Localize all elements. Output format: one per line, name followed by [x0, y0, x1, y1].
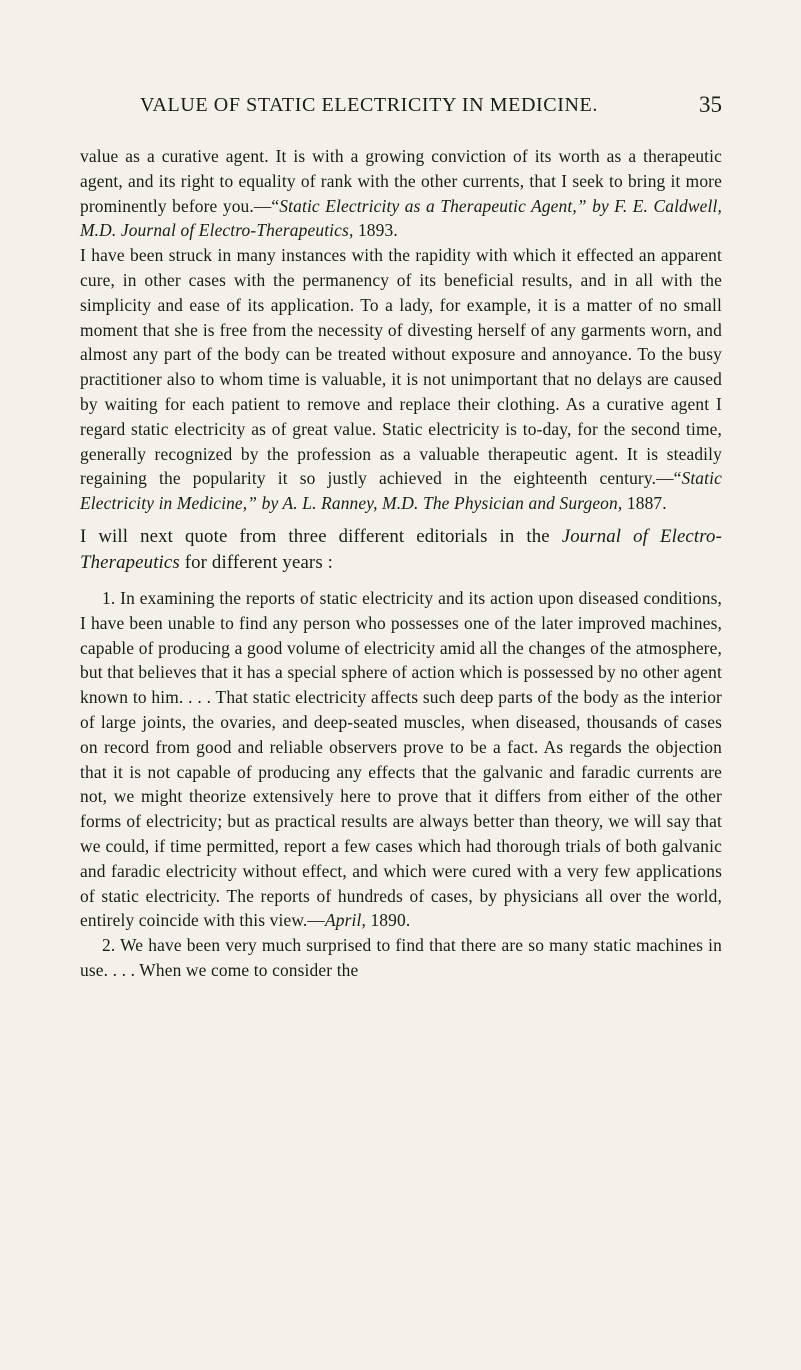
citation-caldwell: Static Electricity as a Therapeutic Agent,” by F. E. Caldwell, M.D. Journal of Electro-Therapeutics, [80, 195, 722, 241]
editorial-item-1 [80, 586, 722, 933]
running-head [80, 94, 722, 128]
book-page [80, 94, 722, 983]
paragraph-text: I have been struck in many instances with the rapidity with which it effected an apparent cure, in other cases with the permanency of its beneficial results, and in all with the simplicity and ease of its application. To a lady, for example, it is a matter of no small moment that she is free from the necessity of divesting herself of any garments worn, and almost any part of the body can be treated without exposure and annoyance. To the busy practitioner also to whom time is valuable, it is not unimportant that no delays are caused by waiting for each patient to remove and replace their clothing. As a curative agent I regard static electricity as of great value. Static electricity is to-day, for the second time, generally recognized by the profession as a valuable therapeutic agent. It is steadily regaining the popularity it so justly achieved in the eighteenth century.—“ [80, 245, 722, 489]
paragraph-ranney [80, 243, 722, 516]
editorial-item-2 [80, 933, 722, 983]
citation-year: 1887. [622, 493, 667, 514]
citation-year: 1893. [353, 220, 398, 241]
editorial-text: 1. In examining the reports of static electricity and its action upon diseased conditions, I have been unable to find any person who possesses one of the later improved machines, capable of producing a good volume of electricity amid all the changes of the atmosphere, but that believes that it has a special sphere of action which is possessed by no other agent known to him. . . . That static electricity affects such deep parts of the body as the interior of large joints, the ovaries, and deep-seated muscles, when diseased, thousands of cases on record from good and reliable observers prove to be a fact. As regards the objection that it is not capable of producing any effects that the galvanic and faradic currents are not, we might theorize extensively here to prove that it differs from either of the other forms of electricity; but as practical results are always better than theory, we will say that we could, if time permitted, report a few cases which had thorough trials of both galvanic and faradic electricity without effect, and which were cured with a very few applications of static electricity. The reports of hundreds of cases, by physicians all over the world, entirely coincide with this view.— [80, 587, 722, 931]
lead-end: for different years : [179, 551, 334, 573]
editorial-date: April, [324, 910, 366, 931]
editorial-text: 2. We have been very much surprised to find that there are so many static machines in use. . . . When we come to consider the [80, 935, 722, 980]
editorials-introduction [80, 524, 722, 576]
journal-title: Journal of Electro-Therapeutics [80, 525, 722, 573]
lead-text: I will next quote from three different editorials in the [80, 525, 562, 547]
paragraph-text: value as a curative agent. It is with a growing conviction of its worth as a therapeutic agent, and its right to equality of rank with the other currents, that I seek to bring it more prominently before you.—“ [80, 146, 722, 216]
editorial-year: 1890. [365, 910, 411, 931]
running-title: VALUE OF STATIC ELECTRICITY IN MEDICINE. [140, 94, 598, 116]
citation-ranney: Static Electricity in Medicine,” by A. L. Ranney, M.D. The Physician and Surgeon, [80, 468, 722, 514]
page-number: 35 [699, 92, 722, 117]
paragraph-caldwell [80, 144, 722, 243]
